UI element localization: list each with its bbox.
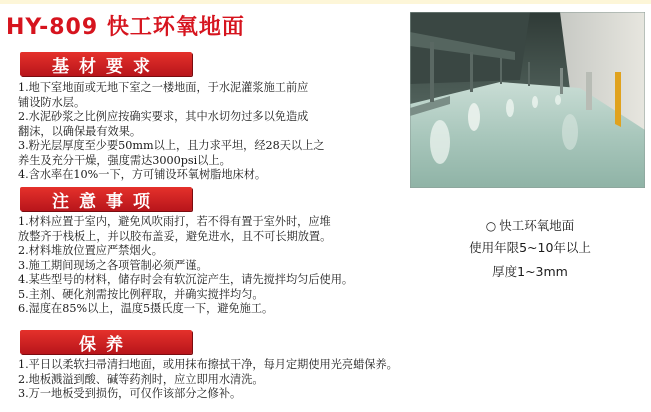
list-item: 1.材料应置于室内，避免风吹雨打，若不得有置于室外时，应堆: [18, 215, 331, 228]
list-item: 2.地板溅溢到酸、碱等药剂时，应立即用水清洗。: [18, 372, 264, 386]
caption-service-life: 使用年限5~10年以上: [469, 240, 591, 255]
list-item: 2.水泥砂浆之比例应按确实要求，其中水切勿过多以免造成: [18, 110, 309, 123]
circle-bullet-icon: ○: [485, 219, 497, 233]
caption-thickness: 厚度1~3mm: [492, 264, 568, 279]
list-item: 铺设防水层。: [18, 95, 86, 109]
caption-title: [410, 216, 650, 234]
list-item: 3.粉光层厚度至少要50mm以上，且力求平坦，经28天以上之: [18, 139, 325, 152]
list-item: 4.某些型号的材料，储存时会有软沉淀产生，请先搅拌均匀后使用。: [18, 273, 354, 286]
list-item: 5.主剂、硬化剂需按比例秤取，并确实搅拌均匀。: [18, 287, 264, 301]
section-list-maintenance: [18, 358, 398, 402]
epoxy-floor-photo: [410, 12, 645, 188]
list-item: 6.湿度在85%以上，温度5摄氏度一下，避免施工。: [18, 302, 274, 315]
page-title: HY-809 快工环氧地面: [6, 15, 245, 40]
list-item: 养生及充分干燥，强度需达3000psi以上。: [18, 153, 231, 167]
section-header-maintenance: 保养: [20, 330, 192, 354]
list-item: 3.施工期间现场之各项管制必须严谨。: [18, 258, 208, 272]
list-item: 2.材料堆放位置应严禁烟火。: [18, 244, 163, 257]
list-item: 1.平日以柔软扫帚清扫地面，或用抹布擦拭干净，每月定期使用光亮蜡保养。: [18, 358, 398, 371]
list-item: 4.含水率在10%一下，方可铺设环氧树脂地床材。: [18, 168, 267, 181]
section-header-base-requirements: 基材要求: [20, 52, 192, 76]
section-list-precautions: [18, 215, 353, 317]
caption-product-name: 快工环氧地面: [499, 218, 575, 233]
list-item: 放整齐于栈板上，并以胶布盖妥，避免进水，且不可长期放置。: [18, 229, 332, 243]
list-item: 翻沫，以确保最有效果。: [18, 124, 142, 138]
list-item: 1.地下室地面或无地下室之一楼地面，于水泥灌浆施工前应: [18, 81, 309, 94]
list-item: 3.万一地板受到损伤，可仅作该部分之修补。: [18, 387, 242, 400]
floor-photo-illustration: [410, 12, 645, 188]
section-header-precautions: 注意事项: [20, 187, 192, 211]
top-rule: [0, 0, 651, 4]
section-list-base-requirements: [18, 81, 325, 183]
